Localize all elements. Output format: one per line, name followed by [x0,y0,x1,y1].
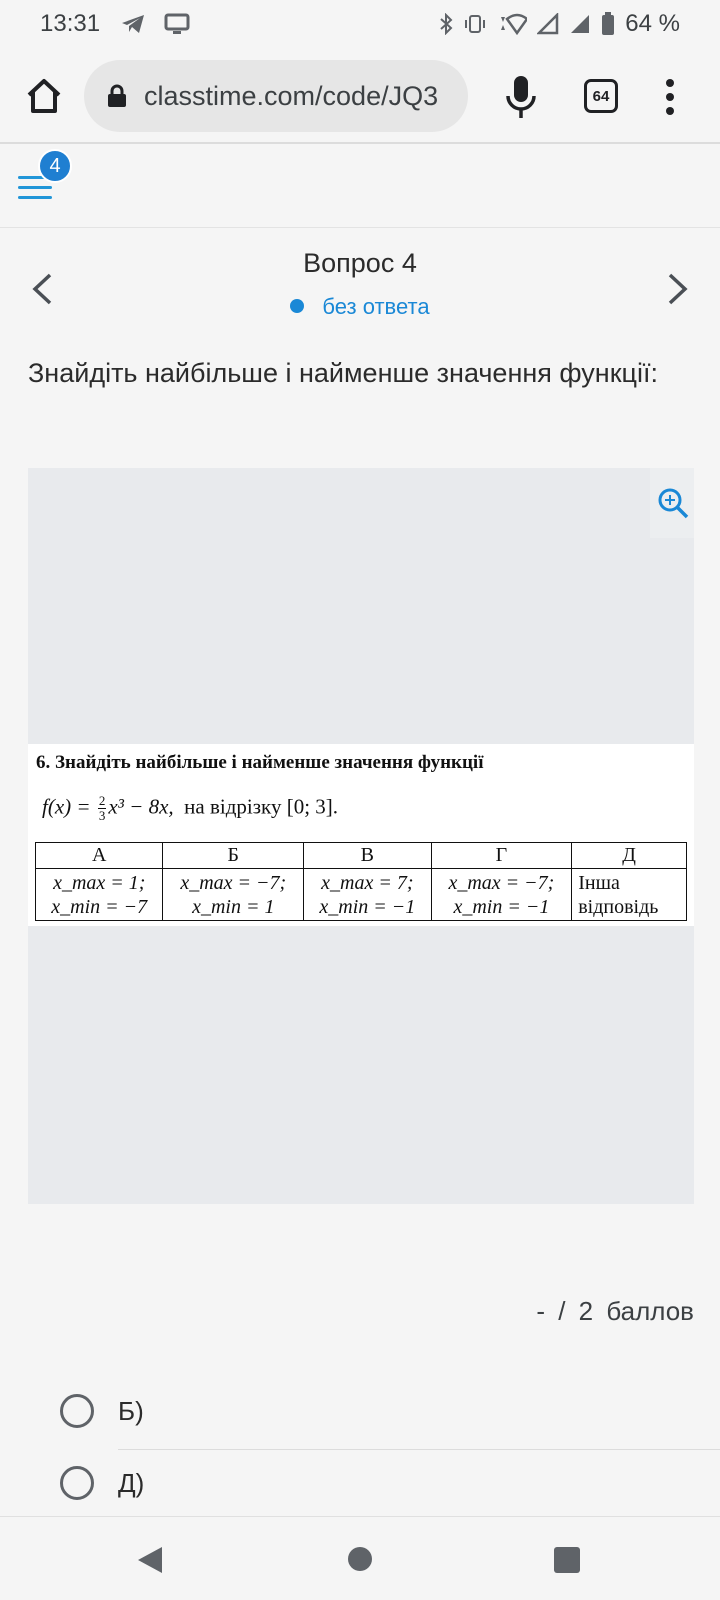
cell-other-2: відповідь [578,895,659,918]
cell-min: x_min = −1 [319,895,416,918]
answer-option[interactable] [0,1452,720,1522]
table-header: Б [163,843,304,869]
task-formula [42,794,338,823]
divider [118,1449,720,1450]
option-label: Б) [118,1396,144,1426]
lock-icon [106,84,128,108]
zoom-in-icon [656,486,690,520]
cell-other-1: Інша [578,871,620,894]
telegram-icon [120,13,146,35]
table-header: Г [431,843,572,869]
answer-choices-table [35,842,687,921]
option-label: Д) [118,1468,145,1498]
table-header: В [304,843,431,869]
formula-rest: x³ − 8x, [108,794,174,819]
vibrate-icon [463,13,487,35]
signal-icon-2 [569,13,591,35]
question-header [0,228,720,338]
question-image-container [28,468,694,1204]
task-heading: 6. Знайдіть найбільше і найменше значення функції [36,752,484,773]
answer-status [0,294,720,320]
microphone-icon[interactable] [505,74,537,120]
table-cell [36,869,163,921]
home-icon[interactable] [24,76,64,116]
fraction-numerator: 2 [98,793,106,808]
battery-percent: 64 % [625,10,680,37]
question-title: Вопрос 4 [303,248,417,278]
table-cell [431,869,572,921]
points-label: - / 2 баллов [536,1296,694,1326]
fraction-denominator: 3 [98,808,106,823]
table-row [36,869,687,921]
question-count-badge: 4 [38,149,72,183]
app-header [0,146,720,228]
question-prompt: Знайдіть найбільше і найменше значення функції: [28,358,658,388]
home-circle-icon[interactable] [348,1547,372,1571]
more-menu-icon[interactable] [664,78,676,116]
answer-status-text: без ответа [322,294,430,319]
signal-icon [537,13,559,35]
table-cell [572,869,687,921]
table-header-row [36,843,687,869]
next-question-arrow-icon[interactable] [666,272,690,306]
answer-option[interactable] [0,1380,720,1450]
cell-min: x_min = 1 [192,895,275,918]
recents-square-icon[interactable] [554,1547,580,1573]
browser-toolbar [0,48,720,144]
formula-fraction [98,794,107,823]
back-icon[interactable] [136,1545,164,1575]
formula-prefix: f(x) = [42,794,96,819]
cell-max: x_max = −7; [448,871,555,894]
radio-button[interactable] [60,1466,94,1500]
zoom-in-button[interactable] [650,468,694,538]
formula-interval: на відрізку [0; 3]. [184,794,339,819]
status-bar [0,0,720,48]
status-dot-icon [290,299,304,313]
url-text: classtime.com/code/JQ3 [144,80,439,111]
cell-max: x_max = −7; [180,871,287,894]
cell-max: x_max = 1; [53,871,146,894]
bluetooth-icon [439,13,453,35]
table-cell [304,869,431,921]
table-header: Д [572,843,687,869]
tab-switcher-button[interactable]: 64 [584,79,618,113]
cell-max: x_max = 7; [321,871,414,894]
cell-min: x_min = −1 [453,895,550,918]
screen-cast-icon [164,13,190,35]
table-header: А [36,843,163,869]
task-image [28,744,694,926]
wifi-icon [497,13,527,35]
battery-icon [601,12,615,36]
address-bar[interactable] [84,60,468,132]
table-cell [163,869,304,921]
status-time: 13:31 [40,10,101,37]
system-navigation-bar [0,1516,720,1600]
cell-min: x_min = −7 [51,895,148,918]
radio-button[interactable] [60,1394,94,1428]
